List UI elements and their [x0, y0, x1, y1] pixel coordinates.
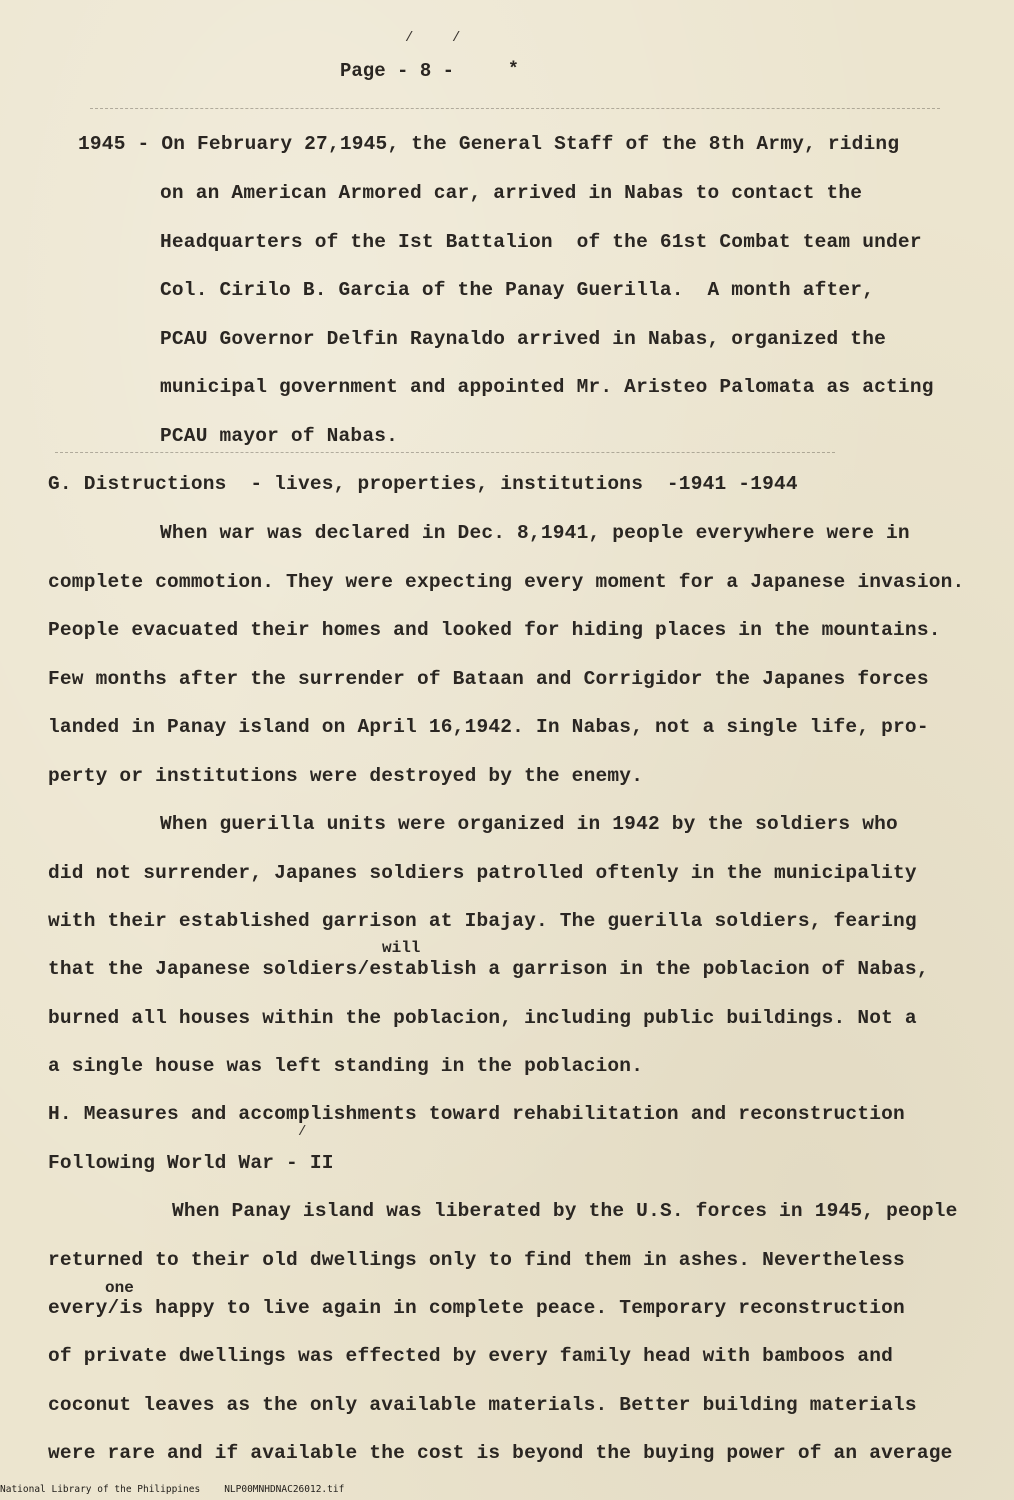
- footer: [0, 1484, 344, 1495]
- ink-mark: /: [298, 1124, 307, 1140]
- page-header: Page - 8 -: [340, 60, 455, 82]
- text-line: with their established garrison at Ibajay. The guerilla soldiers, fearing: [48, 910, 917, 932]
- text-line: did not surrender, Japanes soldiers patrolled oftenly in the municipality: [48, 862, 917, 884]
- text-line: a single house was left standing in the poblacion.: [48, 1055, 644, 1077]
- section-heading-h-cont: Following World War - II: [48, 1152, 334, 1174]
- text-line: Col. Cirilo B. Garcia of the Panay Guerilla. A month after,: [160, 279, 875, 301]
- text-line: When guerilla units were organized in 1942 by the soldiers who: [160, 813, 898, 835]
- ink-mark: /: [405, 30, 414, 46]
- text-line: PCAU Governor Delfin Raynaldo arrived in Nabas, organized the: [160, 328, 887, 350]
- text-line: Headquarters of the Ist Battalion of the 61st Combat team under: [160, 231, 922, 253]
- dash-row: [55, 452, 835, 453]
- text-line: perty or institutions were destroyed by the enemy.: [48, 765, 644, 787]
- text-line: Few months after the surrender of Bataan and Corrigidor the Japanes forces: [48, 668, 929, 690]
- footer-library: National Library of the Philippines: [0, 1484, 201, 1495]
- text-line: every/is happy to live again in complete peace. Temporary reconstruction: [48, 1297, 905, 1319]
- ink-mark: /: [452, 30, 461, 46]
- text-line: complete commotion. They were expecting every moment for a Japanese invasion.: [48, 571, 965, 593]
- text-line: were rare and if available the cost is beyond the buying power of an average: [48, 1442, 953, 1464]
- text-line: PCAU mayor of Nabas.: [160, 425, 399, 447]
- text-line: 1945 - On February 27,1945, the General Staff of the 8th Army, riding: [78, 133, 900, 155]
- interlinear-insertion: one: [105, 1279, 134, 1297]
- text-line: of private dwellings was effected by every family head with bamboos and: [48, 1345, 894, 1367]
- dash-row: [90, 108, 940, 109]
- text-line: that the Japanese soldiers/establish a garrison in the poblacion of Nabas,: [48, 958, 929, 980]
- interlinear-insertion: will: [382, 939, 421, 957]
- text-line: burned all houses within the poblacion, including public buildings. Not a: [48, 1007, 917, 1029]
- text-line: on an American Armored car, arrived in Nabas to contact the: [160, 182, 863, 204]
- section-heading-g: G. Distructions - lives, properties, institutions -1941 -1944: [48, 473, 798, 495]
- text-line: municipal government and appointed Mr. Aristeo Palomata as acting: [160, 376, 934, 398]
- header-mark: *: [508, 60, 519, 80]
- text-line: coconut leaves as the only available materials. Better building materials: [48, 1394, 917, 1416]
- text-line: When war was declared in Dec. 8,1941, people everywhere were in: [160, 522, 910, 544]
- section-heading-h: H. Measures and accomplishments toward rehabilitation and reconstruction: [48, 1103, 905, 1125]
- text-line: returned to their old dwellings only to find them in ashes. Nevertheless: [48, 1249, 905, 1271]
- footer-filename: NLP00MNHDNAC26012.tif: [224, 1484, 345, 1495]
- text-line: When Panay island was liberated by the U.S. forces in 1945, people: [172, 1200, 958, 1222]
- text-line: People evacuated their homes and looked for hiding places in the mountains.: [48, 619, 941, 641]
- text-line: landed in Panay island on April 16,1942. In Nabas, not a single life, pro-: [48, 716, 929, 738]
